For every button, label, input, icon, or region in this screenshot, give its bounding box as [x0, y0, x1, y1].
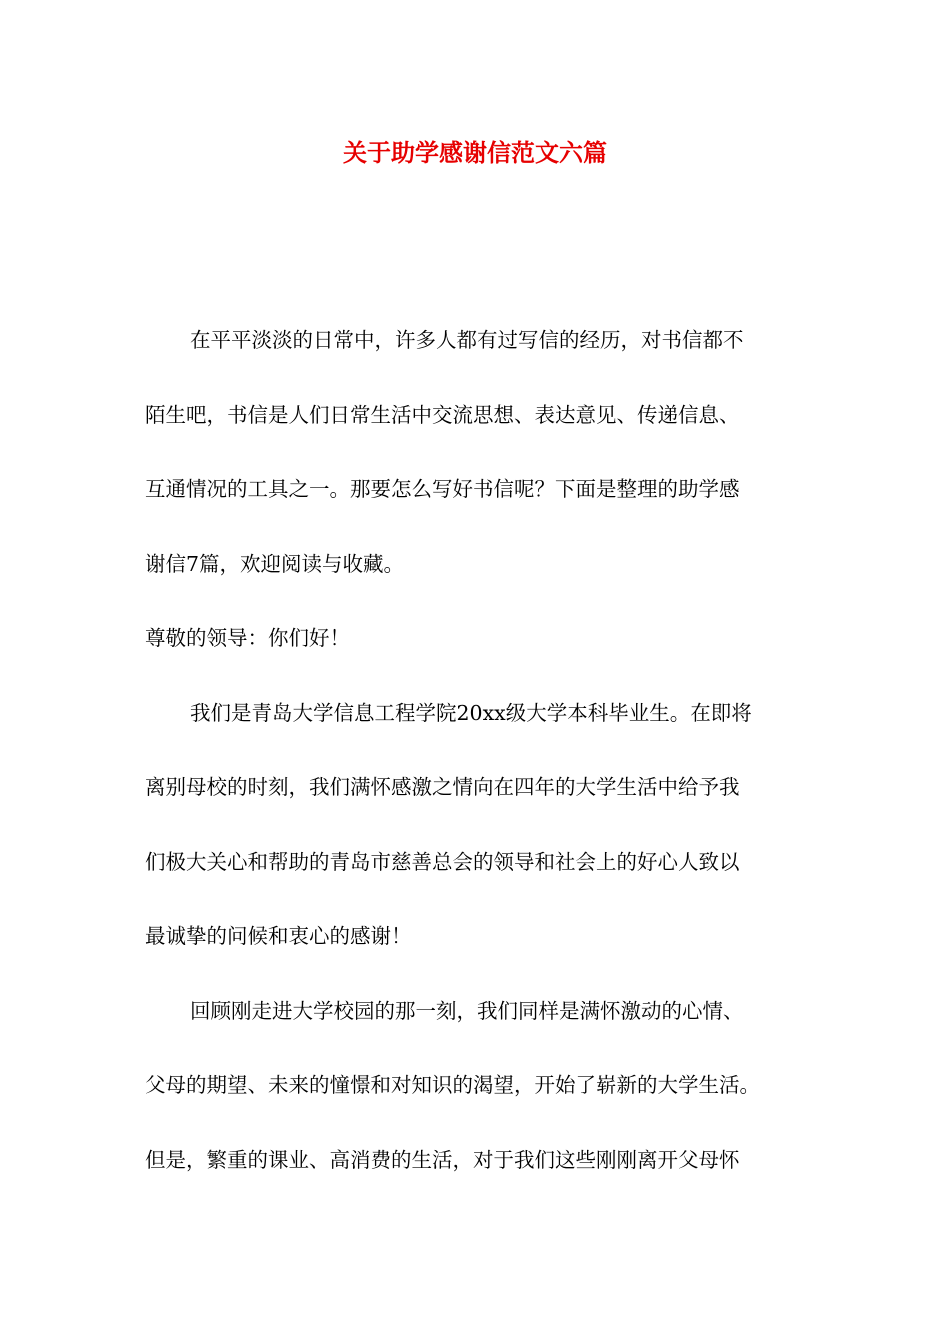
paragraph-line: 谢信7篇，欢迎阅读与收藏。	[145, 552, 405, 576]
paragraph-line: 最诚挚的问候和衷心的感谢！	[145, 924, 412, 948]
paragraph-line: 互通情况的工具之一。那要怎么写好书信呢？下面是整理的助学感	[145, 477, 740, 501]
paragraph-line: 离别母校的时刻，我们满怀感激之情向在四年的大学生活中给予我	[145, 775, 740, 799]
paragraph-line: 我们是青岛大学信息工程学院20xx级大学本科毕业生。在即将	[190, 701, 752, 725]
paragraph-line: 父母的期望、未来的憧憬和对知识的渴望，开始了崭新的大学生活。	[145, 1073, 760, 1097]
salutation-line: 尊敬的领导：你们好！	[145, 626, 350, 650]
paragraph-line: 们极大关心和帮助的青岛市慈善总会的领导和社会上的好心人致以	[145, 850, 740, 874]
paragraph-line: 但是，繁重的课业、高消费的生活，对于我们这些刚刚离开父母怀	[145, 1148, 740, 1172]
paragraph-line: 在平平淡淡的日常中，许多人都有过写信的经历，对书信都不	[190, 328, 744, 352]
paragraph-line: 回顾刚走进大学校园的那一刻，我们同样是满怀激动的心情、	[190, 999, 744, 1023]
paragraph-line: 陌生吧，书信是人们日常生活中交流思想、表达意见、传递信息、	[145, 403, 740, 427]
document-title: 关于助学感谢信范文六篇	[343, 138, 607, 167]
